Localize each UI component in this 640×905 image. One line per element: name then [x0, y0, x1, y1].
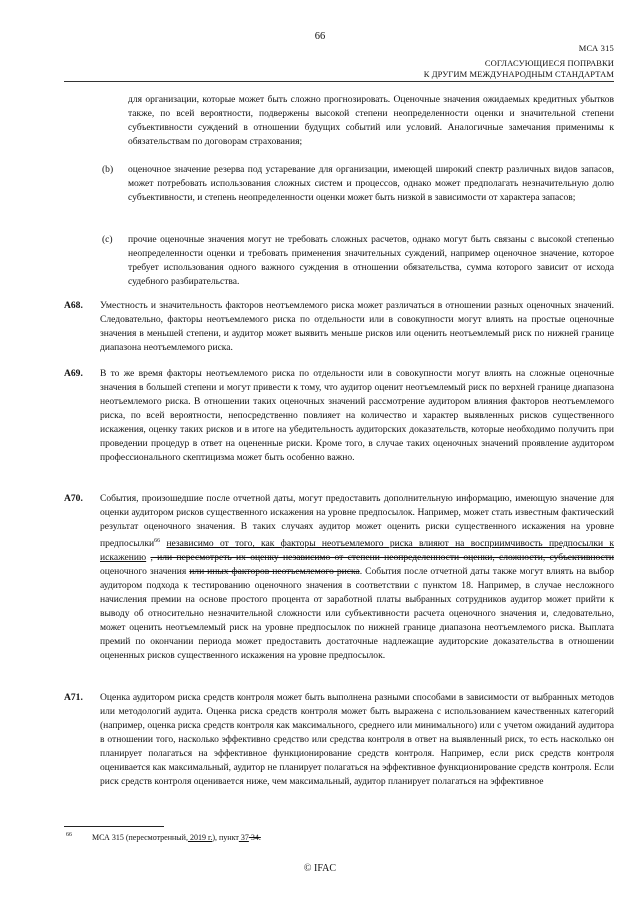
footnote-new-paragraph: 37	[238, 833, 249, 842]
header-rule	[64, 81, 614, 82]
page-number: 66	[314, 31, 326, 42]
standard-id: МСА 315	[578, 43, 614, 53]
footnote-ref-66[interactable]: 66	[154, 538, 161, 544]
a70-text-part1: События, произошедшие после отчетной даты, могут предоставить дополнительную информацию, имеющую значение для оценки аудитором рисков существенного искажения на уровне предпосылок. Например, может стать известным фактический результат оценочного значения. В таких случаях аудитор может оценить риски существенного искажения на уровне предпосылки	[100, 493, 614, 550]
para-a69-text: В то же время факторы неотъемлемого риска по отдельности или в совокупности могут влиять на сложные оценочные значения в большей степени и могут привести к тому, что аудитор оценит неотъемлемый риск по верхней границе диапазона неотъемлемого риска. В отношении таких оценочных значений рассмотрение аудитором влияния факторов неотъемлемого риска, по всей вероятности, непосредственно повлияет на количество и характер выявленных рисков существенного искажения, оценку таких рисков и в итоге на убедительность аудиторских доказательств, которые необходимо получить при проведении процедур в ответ на оцененные риски. Кроме того, в случае таких оценочных значений проявление аудитором профессионального скептицизма может быть особенно важно.	[100, 368, 614, 463]
footnote-mid: ), пункт	[212, 833, 239, 842]
footnote-rule	[64, 826, 164, 827]
item-b-label: (b)	[102, 164, 114, 175]
footnote-number: 66	[66, 832, 72, 838]
footnote-text	[92, 833, 261, 842]
para-a68-label: A68.	[64, 300, 83, 311]
a70-inserted-text: независимо от того, как факторы неотъемлемого риска влияют на восприимчивость предпосылки к искажению	[100, 538, 615, 564]
running-title-line1: СОГЛАСУЮЩИЕСЯ ПОПРАВКИ	[484, 58, 614, 68]
a70-text-part3: . События после отчетной даты также могут влиять на выбор аудитором подхода к тестированию оценочного значения в соответствии с пунктом 18. Например, в случае несложного начисления премии на основе простого процента от заработной платы выбранных сотрудников аудитор может прийти к выводу об относительно незначительной сложности или субъективности расчета оценочного значения и, следовательно, может оценить неотъемлемый риск на уровне предпосылок по нижней границе диапазона неотъемлемого риска. Выплата премий по окончании периода может предоставить достаточные надлежащие аудиторские доказательства в отношении оцененных рисков существенного искажения на уровне предпосылок.	[100, 566, 615, 662]
para-a71-label: A71.	[64, 692, 83, 703]
footnote-old-paragraph: 34.	[248, 833, 261, 842]
para-a68-text: Уместность и значительность факторов неотъемлемого риска может различаться в отношении разных оценочных значений. Следовательно, факторы неотъемлемого риска по отдельности или в совокупности могут влиять на простые оценочные значения в меньшей степени, и аудитор может выявить меньше рисков или оценить неотъемлемый риск по нижней границе диапазона неотъемлемого риска.	[100, 300, 614, 353]
para-a71-text: Оценка аудитором риска средств контроля может быть выполнена разными способами в зависимости от выбранных методов или методологий аудита. Оценка риска средств контроля может быть выражена с использованием качественных категорий (например, оценка риска средств контроля как максимального, среднего или минимального) или с учетом ожиданий аудитора в отношении того, насколько эффективно средство или средства контроля в ответ на выявленный риск, то есть насколько он планирует полагаться на эффективное функционирование средств контроля. Например, если риск средств контроля оценивается как максимальный, аудитор не планирует полагаться на эффективное функционирование средств контроля. Если риск средств контроля оценивается ниже, чем максимальный, аудитор планирует полагаться на эффективное	[100, 692, 614, 787]
footnote-year: 2019 г.	[187, 833, 213, 842]
para-a70-text	[100, 492, 614, 663]
a70-deleted-text-2: или иных факторов неотъемлемого риска	[189, 566, 360, 578]
intro-paragraph: для организации, которые может быть сложно прогнозировать. Оценочные значения ожидаемых кредитных убытков также, по всей вероятности, подвержены высокой степени неопределенности оценки и значительной степени субъективности суждений в отношении будущих событий или условий. Аналогичные замечания применимы к обязательствам по договорам страхования;	[128, 94, 614, 147]
item-c-label: (c)	[102, 234, 113, 245]
footnote-prefix: МСА 315 (пересмотренный,	[92, 833, 188, 842]
a70-text-part2: оценочного значения	[100, 566, 187, 578]
running-title-line2: К ДРУГИМ МЕЖДУНАРОДНЫМ СТАНДАРТАМ	[423, 69, 614, 79]
copyright: © IFAC	[303, 863, 337, 874]
item-b-text: оценочное значение резерва под устаревание для организации, имеющей широкий спектр различных видов запасов, может потребовать использования сложных систем и процессов, однако может предполагать незначительную долю субъективности, и степень неопределенности оценки может быть низкой в зависимости от характера запасов;	[128, 164, 614, 203]
a70-deleted-text-1: , или пересмотреть их оценку независимо от степени неопределенности оценки, сложности, субъективности	[150, 552, 614, 564]
para-a69-label: A69.	[64, 368, 83, 379]
para-a70-label: A70.	[64, 493, 83, 504]
item-c-text: прочие оценочные значения могут не требовать сложных расчетов, однако могут быть связаны с высокой степенью неопределенности оценки и требовать применения значительных суждений, например оценочное значение, которое требует использования одного важного суждения в отношении обязательства, сумма которого зависит от исхода судебного разбирательства.	[128, 234, 614, 287]
